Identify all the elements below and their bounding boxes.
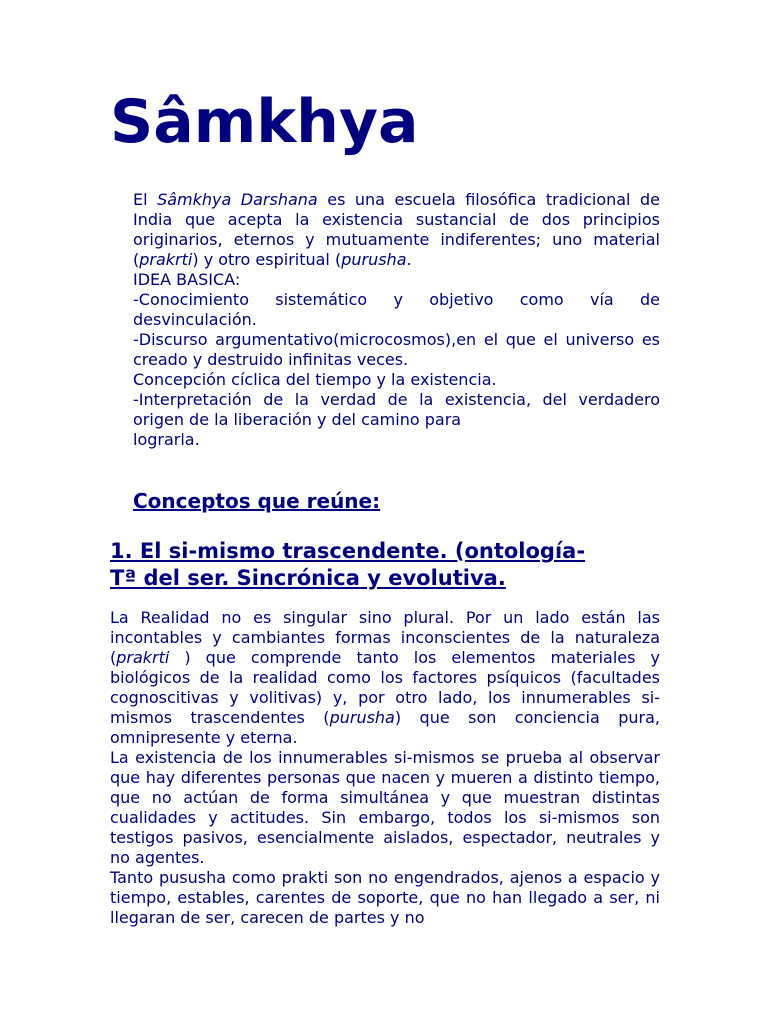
subheading-line-1: 1. El si-mismo trascendente. (ontología- xyxy=(110,539,586,563)
body-text-run: La Realidad no es singular sino plural. Por un lado están las incontables y cambiantes formas inconscientes de la naturaleza ( xyxy=(110,608,660,667)
body-paragraph-3: Tanto pususha como prakti son no engendrados, ajenos a espacio y tiempo, estables, carentes de soporte, que no han llegado a ser, ni llegaran de ser, carecen de partes y no xyxy=(110,868,660,927)
intro-paragraph xyxy=(133,190,660,270)
idea-item-2: -Discurso argumentativo(microcosmos),en el que el universo es creado y destruido infinitas veces. xyxy=(133,330,660,369)
intro-term-samkhya: Sâmkhya Darshana xyxy=(157,190,318,209)
body-text-run: ) que comprende tanto los elementos materiales y biológicos de la realidad como los factores psíquicos (facultades cognoscitivas y volitivas) y, por otro lado, los innumerables si-mismos trascendentes ( xyxy=(110,648,660,727)
intro-text: ) y otro espiritual ( xyxy=(192,250,342,269)
page-title: Sâmkhya xyxy=(110,87,419,157)
subheading-dot: . xyxy=(497,566,506,590)
idea-item-3: Concepción cíclica del tiempo y la existencia. xyxy=(133,370,497,389)
body-text xyxy=(110,608,660,928)
intro-text: El xyxy=(133,190,158,209)
body-term-prakrti: prakrti xyxy=(116,648,170,667)
intro-term-prakrti: prakrti xyxy=(139,250,193,269)
idea-item-4-end: lograrla. xyxy=(133,430,200,449)
idea-item-4: -Interpretación de la verdad de la existencia, del verdadero origen de la liberación y del camino para xyxy=(133,390,660,429)
intro-text: . xyxy=(406,250,412,269)
subheading xyxy=(110,538,660,592)
section-title: Conceptos que reúne: xyxy=(133,489,381,513)
body-text-run: ) que son conciencia pura, omnipresente y eterna. xyxy=(110,708,661,747)
body-paragraph-2: La existencia de los innumerables si-mismos se prueba al observar que hay diferentes personas que nacen y mueren a distinto tiempo, que no actúan de forma simultánea y que muestran distintas cualidades y actitudes. Sin embargo, todos los si-mismos son testigos pasivos, esencialmente aislados, espectador, neutrales y no agentes. xyxy=(110,748,660,867)
idea-label: IDEA BASICA: xyxy=(133,270,241,289)
intro-term-purusha: purusha xyxy=(341,250,407,269)
intro-text: es una escuela filosófica tradicional de India que acepta la existencia sustancial de dos principios originarios, eternos y mutuamente indiferentes; uno material ( xyxy=(133,190,660,269)
subheading-line-2: Tª del ser. Sincrónica y evolutiva xyxy=(110,566,498,590)
idea-item-1: -Conocimiento sistemático y objetivo como vía de desvinculación. xyxy=(133,290,660,329)
body-paragraph-1 xyxy=(110,608,660,748)
body-term-purusha: purusha xyxy=(329,708,395,727)
intro-block xyxy=(133,190,660,450)
